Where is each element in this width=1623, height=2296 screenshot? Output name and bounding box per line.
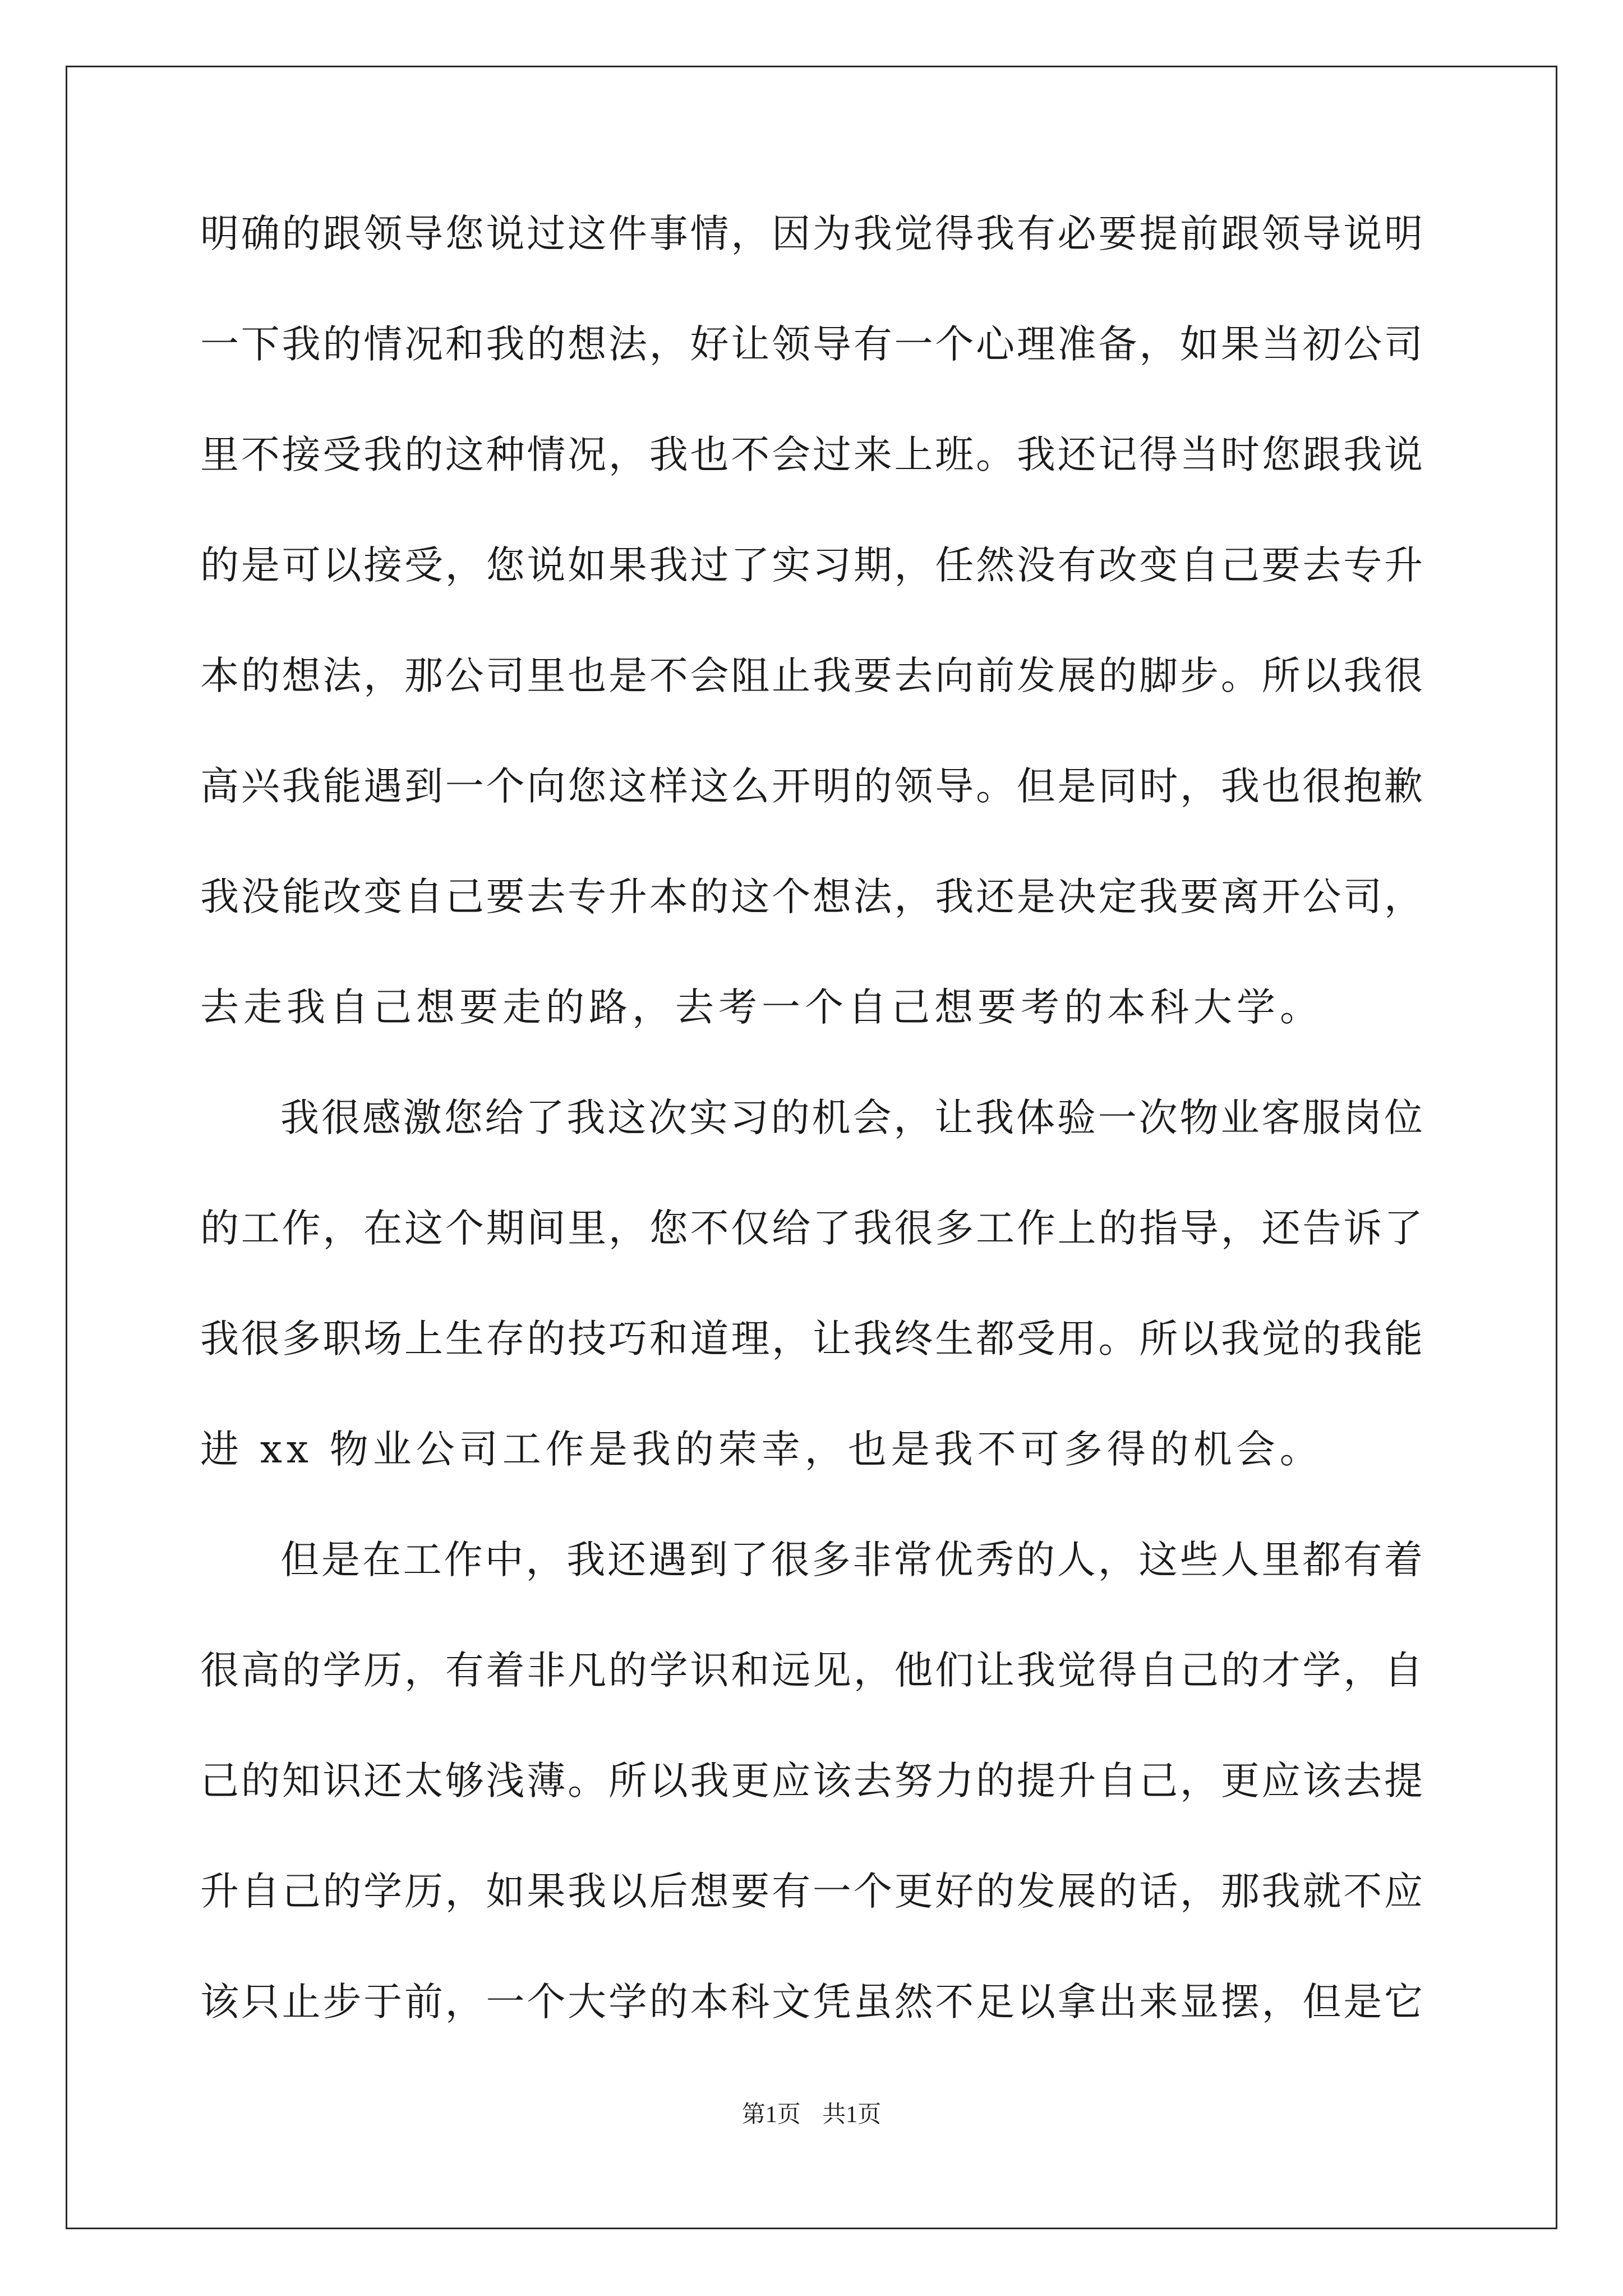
text-line: 己的知识还太够浅薄。所以我更应该去努力的提升自己，更应该去提 <box>200 1759 1423 1803</box>
text-line: 我很多职场上生存的技巧和道理，让我终生都受用。所以我觉的我能 <box>200 1317 1423 1361</box>
page-number-current: 第1页 <box>741 2102 801 2128</box>
text-line: 的工作，在这个期间里，您不仅给了我很多工作上的指导，还告诉了 <box>200 1206 1423 1251</box>
page-number-total: 共1页 <box>822 2102 882 2128</box>
text-line: 我没能改变自己要去专升本的这个想法，我还是决定我要离开公司， <box>200 875 1423 919</box>
text-line: 高兴我能遇到一个向您这样这么开明的领导。但是同时，我也很抱歉 <box>200 764 1423 809</box>
text-line: 进 xx 物业公司工作是我的荣幸，也是我不可多得的机会。 <box>200 1427 1323 1472</box>
text-line: 一下我的情况和我的想法，好让领导有一个心理准备，如果当初公司 <box>200 322 1423 367</box>
text-line: 里不接受我的这种情况，我也不会过来上班。我还记得当时您跟我说 <box>200 432 1423 477</box>
text-line: 明确的跟领导您说过这件事情，因为我觉得我有必要提前跟领导说明 <box>200 211 1423 256</box>
text-line: 我很感激您给了我这次实习的机会，让我体验一次物业客服岗位 <box>280 1096 1423 1140</box>
text-line: 本的想法，那公司里也是不会阻止我要去向前发展的脚步。所以我很 <box>200 654 1423 698</box>
text-line: 但是在工作中，我还遇到了很多非常优秀的人，这些人里都有着 <box>280 1538 1423 1582</box>
text-line: 该只止步于前，一个大学的本科文凭虽然不足以拿出来显摆，但是它 <box>200 1980 1423 2024</box>
text-line: 很高的学历，有着非凡的学识和远见，他们让我觉得自己的才学，自 <box>200 1648 1423 1693</box>
page-footer <box>0 2098 1623 2132</box>
text-line: 升自己的学历，如果我以后想要有一个更好的发展的话，那我就不应 <box>200 1869 1423 1914</box>
text-line: 的是可以接受，您说如果我过了实习期，任然没有改变自己要去专升 <box>200 543 1423 588</box>
text-line: 去走我自己想要走的路，去考一个自己想要考的本科大学。 <box>200 985 1323 1030</box>
